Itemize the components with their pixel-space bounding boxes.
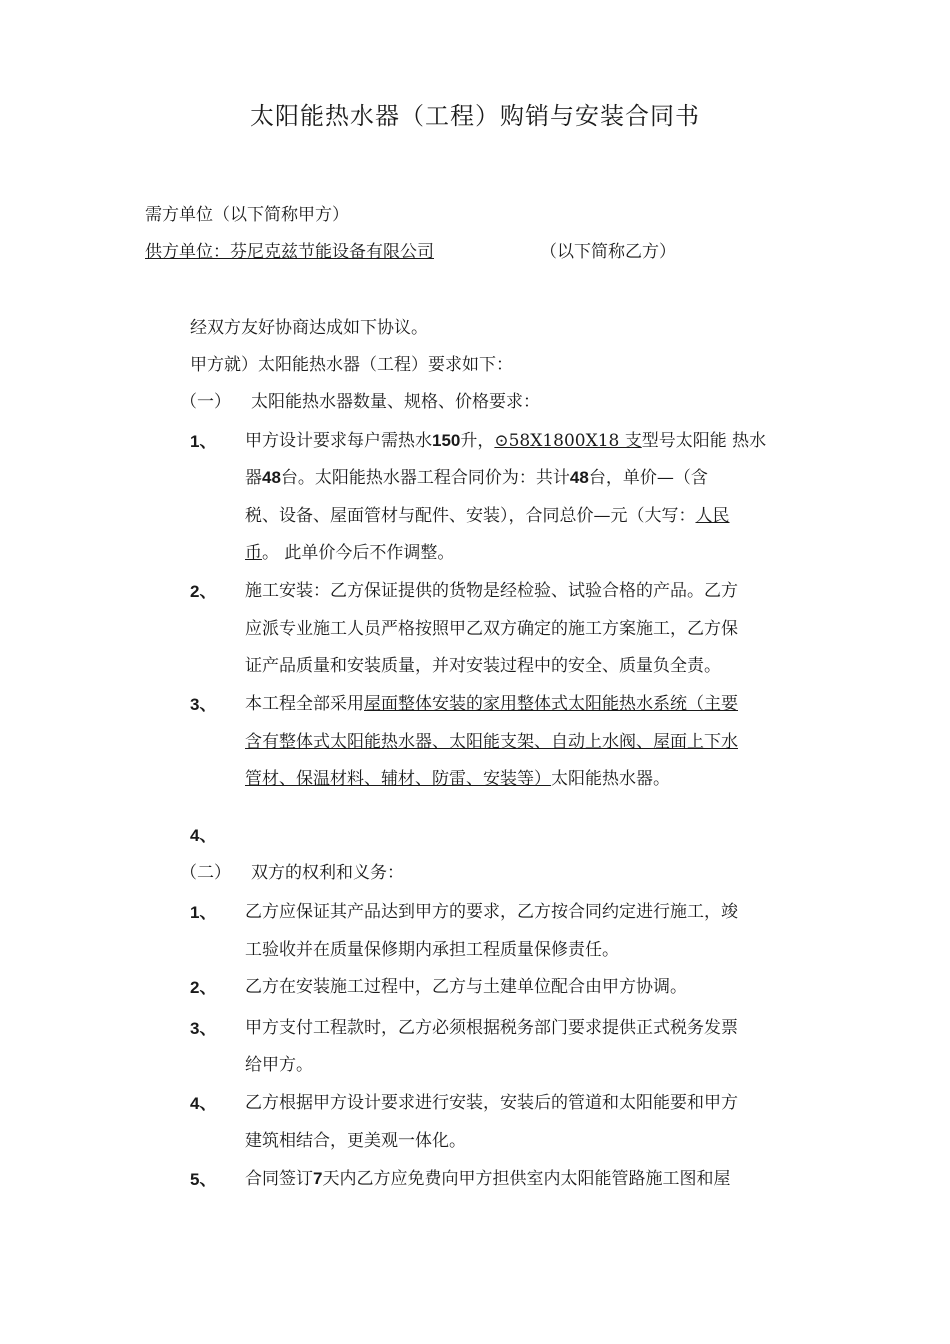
supplier-prefix: 供方单位	[145, 242, 213, 262]
item-2-number: 2、	[190, 582, 217, 601]
duty-1-line-1: 乙方应保证其产品达到甲方的要求，乙方按合同约定进行施工，竣	[245, 902, 738, 922]
item-2-line-2: 应派专业施工人员严格按照甲乙双方确定的施工方案施工，乙方保	[245, 619, 738, 639]
item-1-text-e: 型号太阳能 热水	[641, 431, 767, 451]
item-3-l1-a: 本工程全部采用	[245, 694, 364, 714]
intro-text: 经双方友好协商达成如下协议。	[190, 318, 428, 338]
item-1-line-3	[245, 501, 730, 526]
section-2-text: 双方的权利和义务：	[251, 863, 404, 883]
item-1-line-2	[245, 463, 708, 488]
item-3-l2-underlined: 含有整体式太阳能热水器、太阳能支架、自动上水阀、屋面上下水	[245, 732, 738, 752]
duty-1-line-2: 工验收并在质量保修期内承担工程质量保修责任。	[245, 940, 619, 960]
item-1-l2-a: 器	[245, 468, 262, 488]
duty-2-number: 2、	[190, 978, 217, 997]
item-1-l3: 税、设备、屋面管材与配件、安装），合同总价—元（大写：	[245, 506, 696, 526]
duty-1-number: 1、	[190, 903, 217, 922]
supplier-line	[145, 237, 676, 262]
item-1-text-a: 甲方设计要求每户需热水	[245, 431, 432, 451]
duty-3-line-1: 甲方支付工程款时，乙方必须根据税务部门要求提供正式税务发票	[245, 1018, 738, 1038]
duty-2-line-1: 乙方在安装施工过程中，乙方与土建单位配合由甲方协调。	[245, 977, 687, 997]
item-1-l2-c: 台。太阳能热水器工程合同价为：共计	[280, 468, 570, 488]
section-2-label: （二）	[180, 863, 231, 883]
duty-3-number: 3、	[190, 1019, 217, 1038]
item-4-number: 4、	[190, 826, 217, 845]
item-3-line-1	[245, 689, 738, 714]
item-3-line-2	[245, 727, 738, 752]
item-3-number: 3、	[190, 695, 217, 714]
section-1-text: 太阳能热水器数量、规格、价格要求：	[251, 392, 540, 412]
item-1-text-c: 升，	[460, 431, 495, 451]
item-1-line-1	[245, 426, 766, 451]
item-1-model: ⊙58X1800X18 支	[494, 431, 642, 451]
section-1-heading	[180, 387, 540, 412]
item-1-l2-e: 台，单价—（含	[588, 468, 708, 488]
item-3-l3-b: 太阳能热水器。	[551, 769, 670, 789]
item-3-l3-underlined: 管材、保温材料、辅材、防雷、安装等）	[245, 769, 551, 789]
section-2-heading	[180, 858, 404, 883]
item-3-l1-underlined: 屋面整体安装的家用整体式太阳能热水系统（主要	[364, 694, 738, 714]
supplier-name: ：芬尼克兹节能设备有限公司	[213, 242, 434, 262]
item-3-line-3	[245, 764, 670, 789]
duty-4-line-2: 建筑相结合，更美观一体化。	[245, 1131, 466, 1151]
item-1-quantity: 48	[262, 468, 281, 487]
duty-5-number: 5、	[190, 1170, 217, 1189]
item-1-volume: 150	[432, 431, 461, 450]
duty-5-line-1	[245, 1164, 730, 1189]
document-title: 太阳能热水器（工程）购销与安装合同书	[250, 102, 700, 130]
duty-5-days: 7	[313, 1169, 323, 1188]
item-1-l4-underlined: 币	[245, 543, 262, 563]
item-1-quantity-total: 48	[569, 468, 589, 487]
buyer-line: 需方单位（以下简称甲方）	[145, 205, 349, 225]
duty-3-line-2: 给甲方。	[245, 1055, 313, 1075]
item-1-l3-underlined: 人民	[695, 506, 730, 526]
duty-5-l1-a: 合同签订	[245, 1169, 313, 1189]
item-2-line-3: 证产品质量和安装质量，并对安装过程中的安全、质量负全责。	[245, 656, 721, 676]
duty-5-l1-c: 天内乙方应免费向甲方担供室内太阳能管路施工图和屋	[322, 1169, 731, 1189]
item-1-line-4	[245, 538, 454, 563]
item-2-line-1: 施工安装：乙方保证提供的货物是经检验、试验合格的产品。乙方	[245, 581, 738, 601]
supplier-abbr: （以下简称乙方）	[540, 242, 676, 262]
item-1-l4: 。 此单价今后不作调整。	[262, 543, 455, 563]
requirements-intro: 甲方就）太阳能热水器（工程）要求如下：	[190, 355, 513, 375]
duty-4-number: 4、	[190, 1094, 217, 1113]
section-1-label: （一）	[180, 392, 231, 412]
item-1-number: 1、	[190, 432, 217, 451]
duty-4-line-1: 乙方根据甲方设计要求进行安装，安装后的管道和太阳能要和甲方	[245, 1093, 738, 1113]
